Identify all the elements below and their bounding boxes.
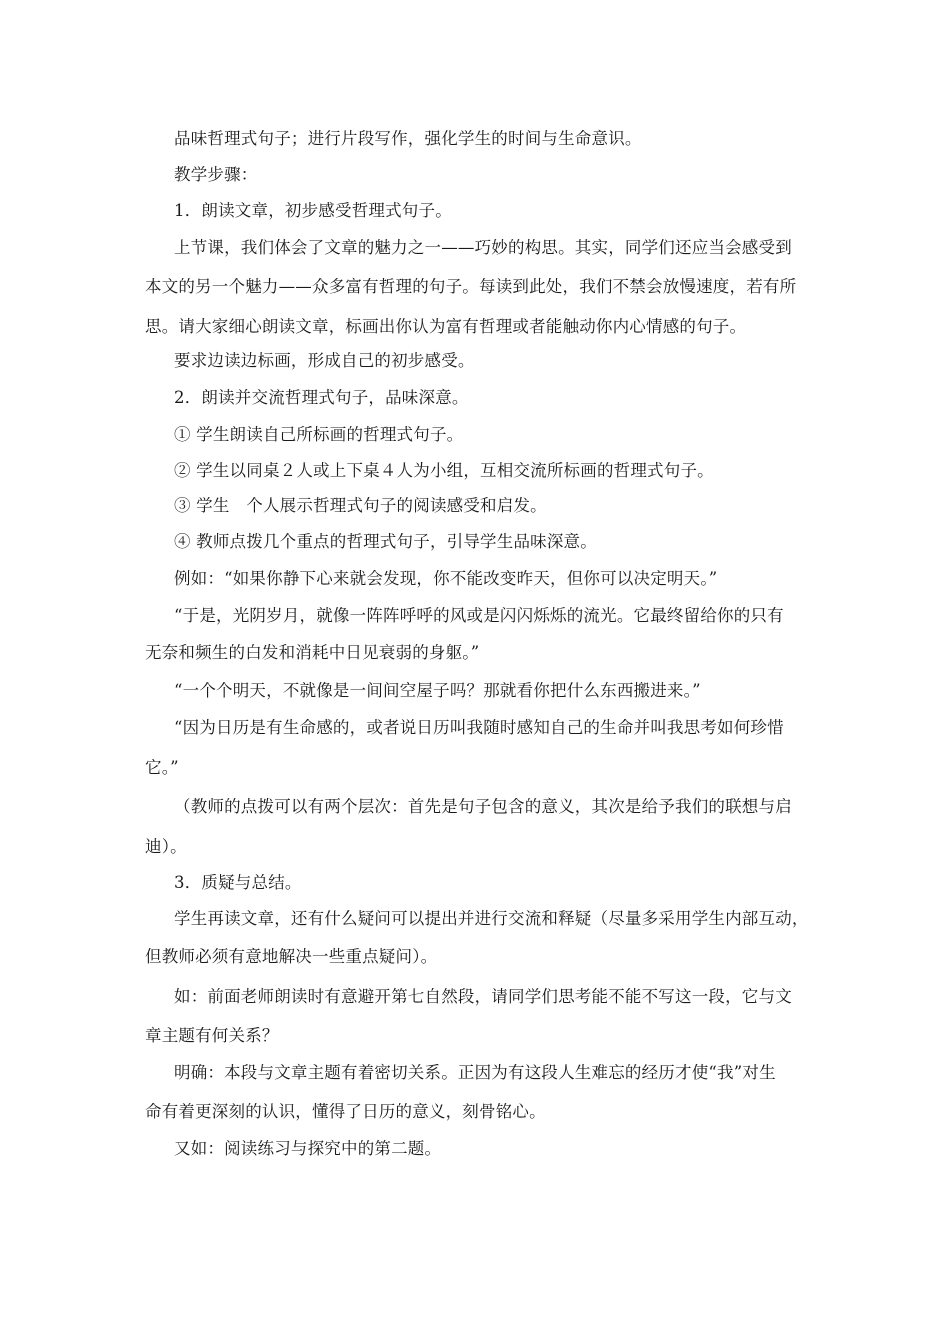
quote-line: 例如：“如果你静下心来就会发现，你不能改变昨天，但你可以决定明天。”: [174, 569, 718, 588]
step-heading: 1．朗读文章，初步感受哲理式句子。: [174, 201, 452, 220]
note-line: （教师的点拨可以有两个层次：首先是句子包含的意义，其次是给予我们的联想与启: [174, 797, 792, 816]
quote-line: “于是，光阴岁月，就像一阵阵呼呼的风或是闪闪烁烁的流光。它最终留给你的只有: [174, 606, 784, 625]
text-line: 上节课，我们体会了文章的魅力之一——巧妙的构思。其实，同学们还应当会感受到: [174, 238, 792, 257]
text-line: 明确：本段与文章主题有着密切关系。正因为有这段人生难忘的经历才使“我”对生: [174, 1063, 776, 1082]
text-line: 章主题有何关系？: [145, 1026, 279, 1045]
text-line: 但教师必须有意地解决一些重点疑问）。: [145, 947, 438, 966]
text-line: 本文的另一个魅力——众多富有哲理的句子。每读到此处，我们不禁会放慢速度，若有所: [145, 277, 797, 296]
note-line: 迪）。: [145, 837, 187, 856]
list-item: ④ 教师点拨几个重点的哲理式句子，引导学生品味深意。: [174, 532, 597, 551]
section-heading: 教学步骤：: [174, 165, 258, 184]
step-heading: 2．朗读并交流哲理式句子，品味深意。: [174, 388, 469, 407]
list-item: ③ 学生 个人展示哲理式句子的阅读感受和启发。: [174, 496, 547, 515]
list-item: ② 学生以同桌２人或上下桌４人为小组，互相交流所标画的哲理式句子。: [174, 461, 714, 480]
text-line: 学生再读文章，还有什么疑问可以提出并进行交流和释疑（尽量多采用学生内部互动，: [174, 909, 809, 928]
text-line: 如：前面老师朗读时有意避开第七自然段，请同学们思考能不能不写这一段，它与文: [174, 987, 792, 1006]
text-line: 命有着更深刻的认识，懂得了日历的意义，刻骨铭心。: [145, 1102, 546, 1121]
text-line: 又如：阅读练习与探究中的第二题。: [174, 1139, 442, 1158]
quote-line: 它。”: [145, 758, 179, 777]
quote-line: “一个个明天，不就像是一间间空屋子吗？那就看你把什么东西搬进来。”: [174, 681, 701, 700]
quote-line: “因为日历是有生命感的，或者说日历叫我随时感知自己的生命并叫我思考如何珍惜: [174, 718, 784, 737]
text-line: 要求边读边标画，形成自己的初步感受。: [174, 351, 475, 370]
text-line: 品味哲理式句子；进行片段写作，强化学生的时间与生命意识。: [174, 129, 642, 148]
list-item: ① 学生朗读自己所标画的哲理式句子。: [174, 425, 464, 444]
step-heading: 3．质疑与总结。: [174, 873, 302, 892]
text-line: 思。请大家细心朗读文章，标画出你认为富有哲理或者能触动你内心情感的句子。: [145, 317, 747, 336]
quote-line: 无奈和频生的白发和消耗中日见衰弱的身躯。”: [145, 643, 480, 662]
